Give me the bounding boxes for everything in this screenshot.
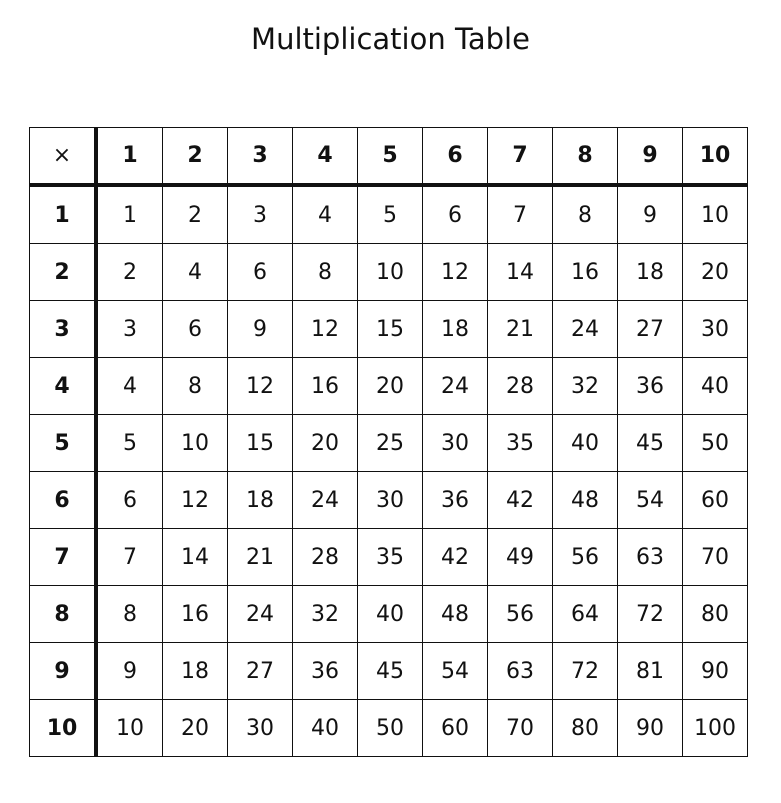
product-cell: 36 [618,358,683,415]
product-cell: 100 [683,700,748,757]
product-cell: 8 [553,185,618,244]
product-cell: 42 [423,529,488,586]
product-cell: 10 [163,415,228,472]
table-row [30,586,748,643]
product-cell: 80 [683,586,748,643]
product-cell: 6 [163,301,228,358]
product-cell: 16 [163,586,228,643]
product-cell: 18 [228,472,293,529]
row-header: 9 [30,643,97,700]
product-cell: 9 [618,185,683,244]
product-cell: 4 [96,358,163,415]
product-cell: 12 [228,358,293,415]
product-cell: 72 [618,586,683,643]
product-cell: 70 [488,700,553,757]
product-cell: 9 [228,301,293,358]
product-cell: 21 [228,529,293,586]
row-header: 4 [30,358,97,415]
product-cell: 25 [358,415,423,472]
product-cell: 4 [293,185,358,244]
product-cell: 40 [553,415,618,472]
product-cell: 20 [358,358,423,415]
product-cell: 20 [163,700,228,757]
product-cell: 81 [618,643,683,700]
table-row [30,700,748,757]
product-cell: 2 [96,244,163,301]
product-cell: 2 [163,185,228,244]
product-cell: 72 [553,643,618,700]
column-header: 2 [163,128,228,186]
table-row [30,358,748,415]
table-row [30,301,748,358]
table-row [30,415,748,472]
product-cell: 9 [96,643,163,700]
multiplication-table [29,127,748,757]
product-cell: 27 [618,301,683,358]
product-cell: 28 [293,529,358,586]
product-cell: 27 [228,643,293,700]
column-header: 8 [553,128,618,186]
product-cell: 50 [683,415,748,472]
header-row [30,128,748,186]
product-cell: 60 [683,472,748,529]
product-cell: 40 [683,358,748,415]
row-header: 5 [30,415,97,472]
column-header: 1 [96,128,163,186]
product-cell: 16 [553,244,618,301]
product-cell: 90 [618,700,683,757]
product-cell: 30 [683,301,748,358]
product-cell: 36 [423,472,488,529]
page-title: Multiplication Table [251,22,530,56]
product-cell: 45 [618,415,683,472]
product-cell: 50 [358,700,423,757]
table-row [30,643,748,700]
row-header: 10 [30,700,97,757]
product-cell: 10 [683,185,748,244]
column-header: 9 [618,128,683,186]
product-cell: 45 [358,643,423,700]
product-cell: 64 [553,586,618,643]
product-cell: 10 [358,244,423,301]
row-header: 8 [30,586,97,643]
row-header: 3 [30,301,97,358]
product-cell: 4 [163,244,228,301]
product-cell: 12 [163,472,228,529]
product-cell: 63 [488,643,553,700]
product-cell: 60 [423,700,488,757]
column-header: 7 [488,128,553,186]
product-cell: 5 [96,415,163,472]
product-cell: 48 [553,472,618,529]
row-header: 6 [30,472,97,529]
product-cell: 3 [96,301,163,358]
product-cell: 40 [293,700,358,757]
product-cell: 18 [423,301,488,358]
product-cell: 24 [553,301,618,358]
product-cell: 14 [488,244,553,301]
row-header: 7 [30,529,97,586]
table-row [30,472,748,529]
product-cell: 16 [293,358,358,415]
product-cell: 6 [423,185,488,244]
row-header: 2 [30,244,97,301]
product-cell: 10 [96,700,163,757]
product-cell: 35 [488,415,553,472]
product-cell: 30 [423,415,488,472]
product-cell: 32 [293,586,358,643]
product-cell: 63 [618,529,683,586]
product-cell: 20 [293,415,358,472]
product-cell: 18 [163,643,228,700]
table-row [30,244,748,301]
column-header: 3 [228,128,293,186]
column-header: 6 [423,128,488,186]
row-header: 1 [30,185,97,244]
product-cell: 56 [553,529,618,586]
product-cell: 7 [96,529,163,586]
product-cell: 1 [96,185,163,244]
product-cell: 8 [293,244,358,301]
product-cell: 80 [553,700,618,757]
product-cell: 49 [488,529,553,586]
table-row [30,185,748,244]
product-cell: 5 [358,185,423,244]
product-cell: 12 [293,301,358,358]
column-header: 10 [683,128,748,186]
corner-cell: × [30,128,97,186]
product-cell: 15 [228,415,293,472]
product-cell: 14 [163,529,228,586]
column-header: 4 [293,128,358,186]
product-cell: 24 [228,586,293,643]
product-cell: 21 [488,301,553,358]
product-cell: 54 [423,643,488,700]
product-cell: 15 [358,301,423,358]
product-cell: 7 [488,185,553,244]
product-cell: 28 [488,358,553,415]
product-cell: 40 [358,586,423,643]
product-cell: 35 [358,529,423,586]
product-cell: 6 [96,472,163,529]
product-cell: 24 [423,358,488,415]
table-row [30,529,748,586]
product-cell: 12 [423,244,488,301]
product-cell: 18 [618,244,683,301]
product-cell: 20 [683,244,748,301]
product-cell: 56 [488,586,553,643]
product-cell: 3 [228,185,293,244]
product-cell: 30 [358,472,423,529]
product-cell: 42 [488,472,553,529]
product-cell: 90 [683,643,748,700]
product-cell: 70 [683,529,748,586]
product-cell: 32 [553,358,618,415]
product-cell: 30 [228,700,293,757]
column-header: 5 [358,128,423,186]
product-cell: 6 [228,244,293,301]
product-cell: 8 [163,358,228,415]
product-cell: 36 [293,643,358,700]
product-cell: 8 [96,586,163,643]
product-cell: 54 [618,472,683,529]
product-cell: 24 [293,472,358,529]
product-cell: 48 [423,586,488,643]
